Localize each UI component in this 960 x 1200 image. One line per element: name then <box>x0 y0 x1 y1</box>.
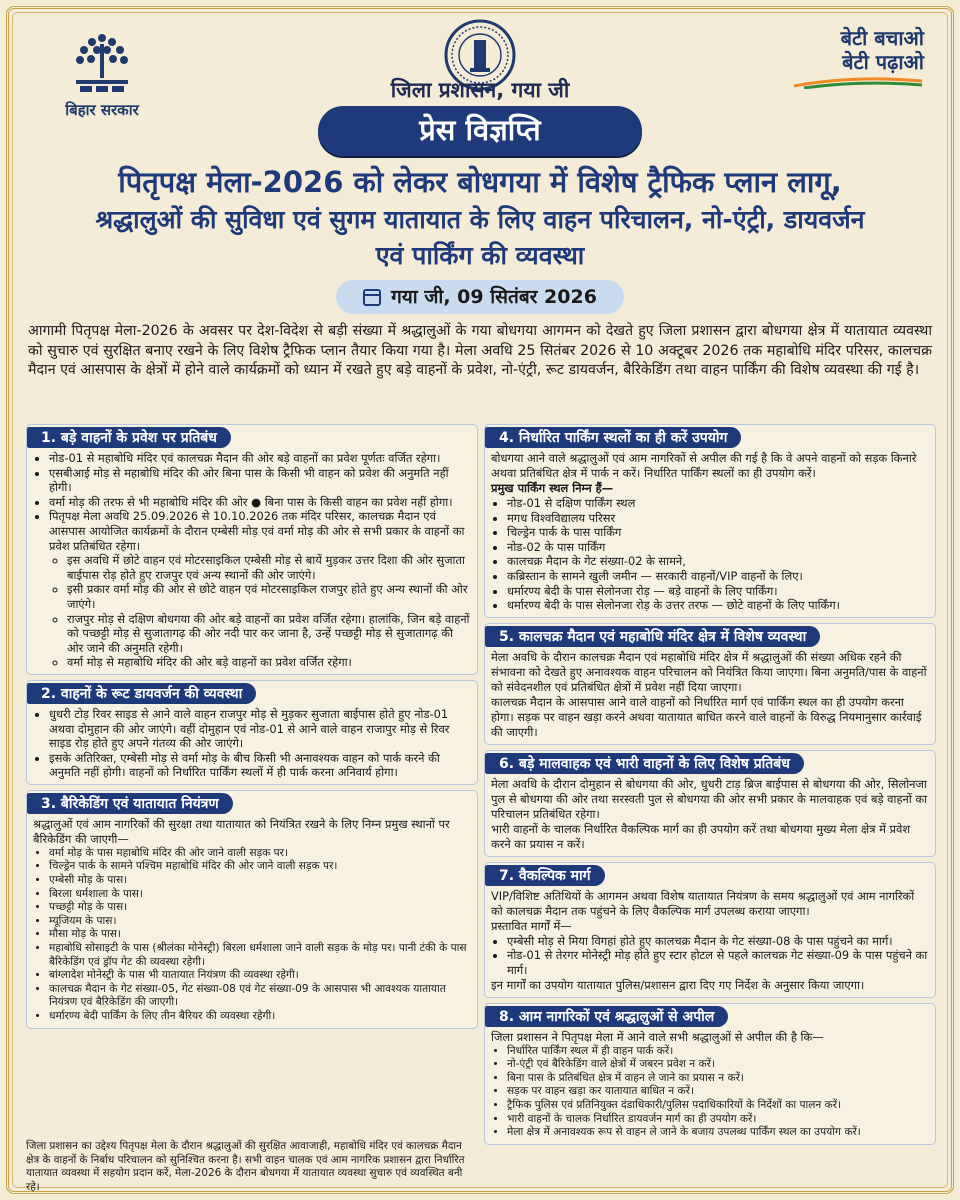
list-item: • बिना पास के प्रतिबंधित क्षेत्र में वाहन ले जाने का प्रयास न करें। <box>507 1072 929 1086</box>
list-item <box>49 509 471 670</box>
section-5-para-2: कालचक्र मैदान के आसपास आने वाले वाहनों को निर्धारित मार्ग एवं पार्किंग स्थल का ही उपयोग करना होगा। सड़क पर वाहन खड़ा करने अथवा यातायात बाधित करने वाले वाहनों के विरुद्ध नियमानुसार कार्रवाई की जाएगी। <box>491 694 922 739</box>
calendar-icon <box>363 289 381 306</box>
section-4 <box>484 424 936 618</box>
section-7-para-1: VIP/विशिष्ट अतिथियों के आगमन अथवा विशेष यातायात नियंत्रण के समय श्रद्धालुओं एवं आम नागरिकों को कालचक्र मैदान तक पहुंचने के लिए वैकल्पिक मार्ग उपलब्ध कराया जाएगा। <box>491 888 915 918</box>
section-1-heading: 1. बड़े वाहनों के प्रवेश पर प्रतिबंध <box>27 427 231 448</box>
list-item: • नोड-01 से दक्षिण पार्किंग स्थल <box>507 496 929 511</box>
section-7-list <box>491 934 929 978</box>
section-5-heading: 5. कालचक्र मैदान एवं महाबोधि मंदिर क्षेत्र में विशेष व्यवस्था <box>485 626 820 647</box>
list-item: • बिरला धर्मशाला के पास। <box>49 888 471 902</box>
list-item: • एसबीआई मोड़ से महाबोधि मंदिर की ओर बिना पास के किसी भी वाहन को प्रवेश की अनुमति नहीं होगी। <box>49 466 471 495</box>
list-item-text: पितृपक्ष मेला अवधि 25.09.2026 से 10.10.2026 तक मंदिर परिसर, कालचक्र मैदान एवं आसपास आयोजित कार्यक्रमों के दौरान एम्बेसी मोड़ एवं वर्मा मोड़ की ओर से सभी प्रकार के वाहनों का प्रवेश प्रतिबंधित रहेगा। <box>49 509 465 553</box>
list-item: • वर्मा मोड़ की तरफ से भी महाबोधि मंदिर की ओर ● बिना पास के किसी वाहन का प्रवेश नहीं होगा। <box>49 495 471 510</box>
bbbp-line1: बेटी बचाओ <box>840 26 924 50</box>
list-item: • निर्धारित पार्किंग स्थल में ही वाहन पार्क करें। <box>507 1045 929 1059</box>
list-item: • ट्रैफिक पुलिस एवं प्रतिनियुक्त दंडाधिकारी/पुलिस पदाधिकारियों के निर्देशों का पालन करें। <box>507 1099 929 1113</box>
list-item: • बांग्लादेश मोनेस्ट्री के पास भी यातायात नियंत्रण की व्यवस्था रहेगी। <box>49 969 471 983</box>
list-item: • इसके अतिरिक्त, एम्बेसी मोड़ से वर्मा मोड़ के बीच किसी भी अनावश्यक वाहन को पार्क करने की अनुमति नहीं होगी। वाहनों को निर्धारित पार्किंग स्थलों में ही पार्क करना अनिवार्य होगा। <box>49 751 471 780</box>
headline-line-1: पितृपक्ष मेला-2026 को लेकर बोधगया में विशेष ट्रैफिक प्लान लागू, <box>118 165 842 199</box>
section-3-heading: 3. बैरिकेडिंग एवं यातायात नियंत्रण <box>27 793 233 814</box>
list-item: • चिल्ड्रेन पार्क के सामने पश्चिम महाबोधि मंदिर की ओर जाने वाली सड़क पर। <box>49 860 471 874</box>
section-4-intro: बोधगया आने वाले श्रद्धालुओं एवं आम नागरिकों से अपील की गई है कि वे अपने वाहनों को सड़क किनारे अथवा प्रतिबंधित क्षेत्र में पार्क न करें। निर्धारित पार्किंग स्थलों का ही उपयोग करें। <box>491 451 917 480</box>
list-item: • नोड-01 से महाबोधि मंदिर एवं कालचक्र मैदान की ओर बड़े वाहनों का प्रवेश पूर्णतः वर्जित रहेगा। <box>49 451 471 466</box>
headline-line-3: एवं पार्किंग की व्यवस्था <box>375 241 585 270</box>
section-5 <box>484 623 936 745</box>
section-7-heading: 7. वैकल्पिक मार्ग <box>485 865 605 886</box>
date-text: गया जी, 09 सितंबर 2026 <box>391 286 597 308</box>
section-8 <box>484 1003 936 1145</box>
sub-list-item: ◦ इस अवधि में छोटे वाहन एवं मोटरसाइकिल एम्बेसी मोड़ से बायें मुड़कर उत्तर दिशा की ओर सुजाता बाईपास रोड़ होते हुए राजपुर एवं अन्य स्थानों की ओर जाएंगे। <box>67 553 471 582</box>
list-item: • मेला क्षेत्र में अनावश्यक रूप से वाहन ले जाने के बजाय उपलब्ध पार्किंग स्थल का उपयोग करें। <box>507 1126 929 1140</box>
closing-note: जिला प्रशासन का उद्देश्य पितृपक्ष मेला के दौरान श्रद्धालुओं की सुरक्षित आवाजाही, महाबोधि मंदिर एवं कालचक्र मैदान क्षेत्र के वाहनों के निर्बाध परिचालन को सुनिश्चित करना है। सभी वाहन चालक एवं आम नागरिक प्रशासन द्वारा निर्धारित यातायात व्यवस्था में सहयोग प्रदान करें, मेला-2026 के दौरान बोधगया में यातायात व्यवस्था सुचारु एवं व्यवस्थित बनी रहे। <box>26 1140 465 1193</box>
headline-line-2: श्रद्धालुओं की सुविधा एवं सुगम यातायात के लिए वाहन परिचालन, नो-एंट्री, डायवर्जन <box>95 205 865 234</box>
intro-paragraph: आगामी पितृपक्ष मेला-2026 के अवसर पर देश-विदेश से बड़ी संख्या में श्रद्धालुओं के गया बोधगया आगमन को देखते हुए जिला प्रशासन द्वारा बोधगया क्षेत्र में यातायात व्यवस्था को सुचारु एवं सुरक्षित बनाए रखने के लिए विशेष ट्रैफिक प्लान तैयार किया गया है। मेला अवधि 25 सितंबर 2026 से 10 अक्टूबर 2026 तक महाबोधि मंदिर परिसर, कालचक्र मैदान एवं आसपास के क्षेत्रों में होने वाले कार्यक्रमों को ध्यान में रखते हुए बड़े वाहनों के प्रवेश, नो-एंट्री, रूट डायवर्जन, बैरिकेडिंग तथा वाहन पार्किंग की विशेष व्यवस्था की गई है। <box>28 323 932 378</box>
sub-list-item: ◦ इसी प्रकार वर्मा मोड़ की ओर से छोटे वाहन एवं मोटरसाइकिल राजपुर होते हुए अन्य स्थानों की ओर जाएंगे। <box>67 582 471 611</box>
list-item: • महाबोधि सोसाइटी के पास (श्रीलंका मोनेस्ट्री) बिरला धर्मशाला जाने वाली सड़क के मोड़ पर। पानी टंकी के पास बैरिकेडिंग एवं ड्रॉप गेट की व्यवस्था रहेगी। <box>49 942 471 969</box>
list-item: • मगध विश्वविद्यालय परिसर <box>507 511 929 526</box>
section-4-heading: 4. निर्धारित पार्किंग स्थलों का ही करें उपयोग <box>485 427 741 448</box>
office-name: जिला प्रशासन, गया जी <box>390 78 570 102</box>
list-item: • धर्मारण्य बेदी पार्किंग के लिए तीन बैरियर की व्यवस्था रहेगी। <box>49 1010 471 1024</box>
list-item: • धर्मारण्य बेदी के पास सेलोनजा रोड़ के उत्तर तरफ — छोटे वाहनों के लिए पार्किंग। <box>507 598 929 613</box>
press-release-title: प्रेस विज्ञप्ति <box>318 106 642 156</box>
section-2-list <box>33 707 471 780</box>
govt-label: बिहार सरकार <box>65 101 139 119</box>
section-8-heading: 8. आम नागरिकों एवं श्रद्धालुओं से अपील <box>485 1006 728 1027</box>
list-item: • कालचक्र मैदान के गेट संख्या-05, गेट संख्या-08 एवं गेट संख्या-09 के आसपास भी आवश्यक यातायात नियंत्रण एवं बैरिकेडिंग की जाएगी। <box>49 983 471 1010</box>
list-item: • एम्बेसी मोड़ से मिया विगहां होते हुए कालचक्र मैदान के गेट संख्या-08 के पास पहुंचने का मार्ग। <box>507 934 929 949</box>
section-1 <box>26 424 478 675</box>
section-1-list <box>33 451 471 670</box>
header <box>20 16 940 316</box>
list-item: • नोड-02 के पास पार्किंग <box>507 540 929 555</box>
section-8-list <box>491 1045 929 1140</box>
section-6-heading: 6. बड़े मालवाहक एवं भारी वाहनों के लिए विशेष प्रतिबंध <box>485 753 804 774</box>
bbbp-line2: बेटी पढ़ाओ <box>842 50 924 74</box>
list-item: • चिल्ड्रेन पार्क के पास पार्किंग <box>507 525 929 540</box>
section-6-para-1: मेला अवधि के दौरान दोमुहान से बोधगया की ओर, धुधरी टाड़ ब्रिज बाईपास से बोधगया की ओर, सिलोनजा पुल से बोधगया की ओर तथा सरस्वती पुल से बोधगया की ओर सभी प्रकार के मालवाहक एवं बड़े वाहनों का परिचालन प्रतिबंधित रहेगा। <box>491 776 928 821</box>
list-item: • वर्मा मोड़ के पास महाबोधि मंदिर की ओर जाने वाली सड़क पर। <box>49 847 471 861</box>
section-3-intro: श्रद्धालुओं एवं आम नागरिकों की सुरक्षा तथा यातायात को नियंत्रित रखने के लिए निम्न प्रमुख स्थानों पर बैरिकेडिंग की जाएगी— <box>33 816 450 846</box>
section-7-para-2: प्रस्तावित मार्गों में— <box>491 918 572 933</box>
section-3-list <box>33 847 471 1024</box>
sub-list-item: ◦ राजपुर मोड़ से दक्षिण बोधगया की ओर बड़े वाहनों का प्रवेश वर्जित रहेगा। हालांकि, जिन बड़े वाहनों को पच्छट्टी मोड़ से सुजातागढ़ की ओर नदी पार कर जाना है, उन्हें पच्छट्टी मोड़ से सुजातागढ़ की ओर जाने की अनुमति रहेगी। <box>67 612 471 656</box>
list-item: • पच्छट्टी मोड़ के पास। <box>49 901 471 915</box>
right-column <box>484 424 936 1150</box>
list-item: • कब्रिस्तान के सामने खुली जमीन — सरकारी वाहनों/VIP वाहनों के लिए। <box>507 569 929 584</box>
left-column <box>26 424 478 1034</box>
bihar-govt-logo <box>42 30 162 120</box>
list-item: • सड़क पर वाहन खड़ा कर यातायात बाधित न करें। <box>507 1085 929 1099</box>
section-1-sublist <box>49 553 471 670</box>
section-6-para-2: भारी वाहनों के चालक निर्धारित वैकल्पिक मार्ग का ही उपयोग करें तथा बोधगया मुख्य मेला क्षेत्र में प्रवेश करने का प्रयास न करें। <box>491 821 911 851</box>
list-item: • एम्बेसी मोड़ के पास। <box>49 874 471 888</box>
list-item: • मौसा मोड़ के पास। <box>49 928 471 942</box>
section-7 <box>484 862 936 998</box>
section-5-para-1: मेला अवधि के दौरान कालचक्र मैदान एवं महाबोधि मंदिर क्षेत्र में श्रद्धालुओं की संख्या अधिक रहने की संभावना को देखते हुए अनावश्यक वाहन परिचालन को नियंत्रित किया जाएगा। बिना अनुमति/पास के वाहनों को संवेदनशील एवं प्रतिबंधित क्षेत्रों में प्रवेश नहीं दिया जाएगा। <box>491 649 927 694</box>
parking-list-title: प्रमुख पार्किंग स्थल निम्न हैं— <box>491 481 614 495</box>
sub-list-item: ◦ वर्मा मोड़ से महाबोधि मंदिर की ओर बड़े वाहनों का प्रवेश वर्जित रहेगा। <box>67 655 471 670</box>
section-8-intro: जिला प्रशासन ने पितृपक्ष मेला में आने वाले सभी श्रद्धालुओं से अपील की है कि— <box>491 1029 824 1044</box>
section-7-para-3: इन मार्गों का उपयोग यातायात पुलिस/प्रशासन द्वारा दिए गए निर्देश के अनुसार किया जाएगा। <box>491 977 865 992</box>
section-3 <box>26 790 478 1029</box>
list-item: • धुधरी टोड़ रिवर साइड से आने वाले वाहन राजपुर मोड़ से मुड़कर सुजाता बाईपास होते हुए नोड-01 अथवा दोमुहान की ओर जाएंगे। वहीं दोमुहान एवं नोड-01 से आने वाले वाहन राजापुर मोड़ से रिवर साइड रोड़ होते हुए अपने गंतव्य की ओर जाएंगे। <box>49 707 471 751</box>
list-item: • धर्मारण्य बेदी के पास सेलोनजा रोड़ — बड़े वाहनों के लिए पार्किंग। <box>507 584 929 599</box>
section-6 <box>484 750 936 857</box>
list-item: • कालचक्र मैदान के गेट संख्या-02 के सामने, <box>507 554 929 569</box>
list-item: • भारी वाहनों के चालक निर्धारित डायवर्जन मार्ग का ही उपयोग करें। <box>507 1113 929 1127</box>
section-2 <box>26 680 478 785</box>
section-2-heading: 2. वाहनों के रूट डायवर्जन की व्यवस्था <box>27 683 256 704</box>
list-item: • म्यूजियम के पास। <box>49 915 471 929</box>
section-4-list <box>491 496 929 613</box>
list-item: • नो-एंट्री एवं बैरिकेडिंग वाले क्षेत्रों में जबरन प्रवेश न करें। <box>507 1058 929 1072</box>
list-item: • नोड-01 से तेरगर मोनेस्ट्री मोड़ होते हुए स्टार होटल से पहले कालचक्र गेट संख्या-09 के पास पहुंचने का मार्ग। <box>507 948 929 977</box>
date-bar <box>336 280 624 314</box>
